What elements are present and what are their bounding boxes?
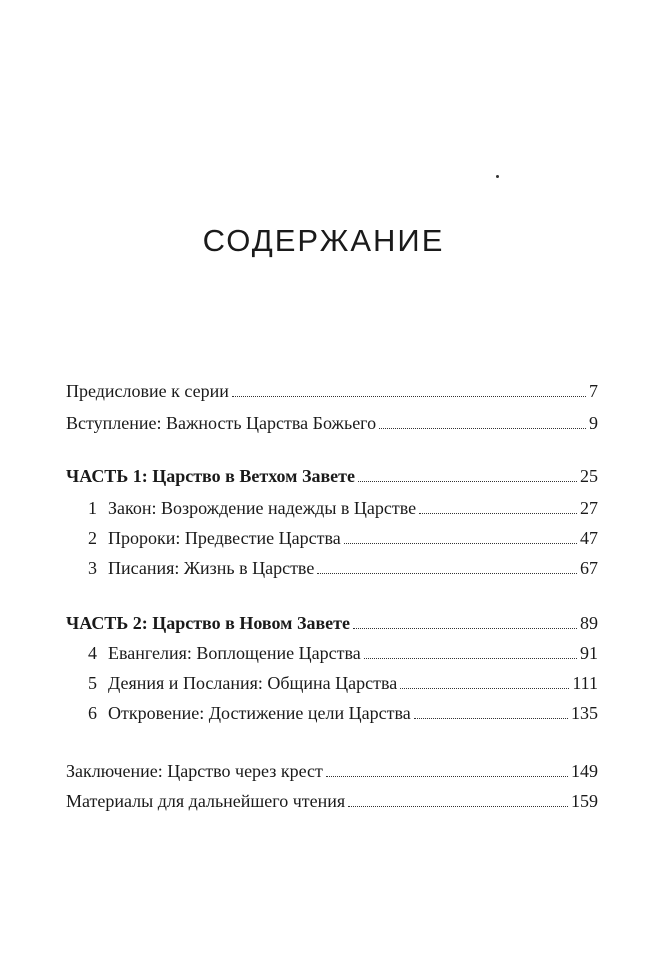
- toc-entry-label: Предисловие к серии: [66, 381, 229, 401]
- toc-entry-label: Пророки: Предвестие Царства: [108, 528, 341, 548]
- chapter-number: 3: [88, 558, 97, 578]
- toc-page-number: 27: [580, 498, 598, 518]
- toc-entry-chapter-4[interactable]: [66, 640, 598, 666]
- toc-entry-label: Деяния и Послания: Община Царства: [108, 673, 398, 693]
- toc-entry-chapter-6[interactable]: [66, 700, 598, 726]
- toc-part-label: ЧАСТЬ 1: Царство в Ветхом Завете: [66, 466, 355, 486]
- toc-entry-label: Евангелия: Воплощение Царства: [108, 643, 361, 663]
- chapter-number: 2: [88, 528, 97, 548]
- toc-page-number: 149: [571, 761, 598, 781]
- dot-leader: [358, 481, 577, 482]
- chapter-number: 1: [88, 498, 97, 518]
- toc-entry-part-1[interactable]: [66, 463, 598, 489]
- dot-leader: [317, 573, 577, 574]
- toc-page-number: 25: [580, 466, 598, 486]
- toc-entry-intro[interactable]: [66, 410, 598, 436]
- dot-leader: [232, 396, 586, 397]
- toc-entry-label: Закон: Возрождение надежды в Царстве: [108, 498, 417, 518]
- toc-entry-chapter-1[interactable]: [66, 495, 598, 521]
- toc-entry-label: Откровение: Достижение цели Царства: [108, 703, 411, 723]
- toc-page-number: 159: [571, 791, 598, 811]
- toc-entry-conclusion[interactable]: [66, 758, 598, 784]
- dot-leader: [414, 718, 568, 719]
- dot-leader: [344, 543, 577, 544]
- toc-entry-label: Материалы для дальнейшего чтения: [66, 791, 346, 811]
- toc-page-number: 7: [589, 381, 598, 401]
- toc-entry-label: Заключение: Царство через крест: [66, 761, 323, 781]
- toc-entry-preface[interactable]: [66, 378, 598, 404]
- dot-leader: [348, 806, 568, 807]
- toc-page-number: 89: [580, 613, 598, 633]
- dot-leader: [379, 428, 586, 429]
- toc-entry-further-reading[interactable]: [66, 788, 598, 814]
- toc-page-number: 47: [580, 528, 598, 548]
- toc-page-number: 9: [589, 413, 598, 433]
- dot-leader: [326, 776, 568, 777]
- toc-page-number: 67: [580, 558, 598, 578]
- toc-page-number: 91: [580, 643, 598, 663]
- toc-entry-chapter-2[interactable]: [66, 525, 598, 551]
- chapter-number: 6: [88, 703, 97, 723]
- chapter-number: 4: [88, 643, 97, 663]
- dot-leader: [353, 628, 577, 629]
- page-title: СОДЕРЖАНИЕ: [202, 223, 445, 258]
- stray-dot-mark: [496, 175, 499, 178]
- dot-leader: [364, 658, 577, 659]
- toc-part-label: ЧАСТЬ 2: Царство в Новом Завете: [66, 613, 350, 633]
- toc-entry-label: Вступление: Важность Царства Божьего: [66, 413, 377, 433]
- toc-entry-label: Писания: Жизнь в Царстве: [108, 558, 315, 578]
- chapter-number: 5: [88, 673, 97, 693]
- dot-leader: [419, 513, 577, 514]
- toc-entry-chapter-3[interactable]: [66, 555, 598, 581]
- toc-page-number: 111: [572, 673, 598, 693]
- dot-leader: [400, 688, 569, 689]
- toc-entry-chapter-5[interactable]: [66, 670, 598, 696]
- toc-page-number: 135: [571, 703, 598, 723]
- toc-entry-part-2[interactable]: [66, 610, 598, 636]
